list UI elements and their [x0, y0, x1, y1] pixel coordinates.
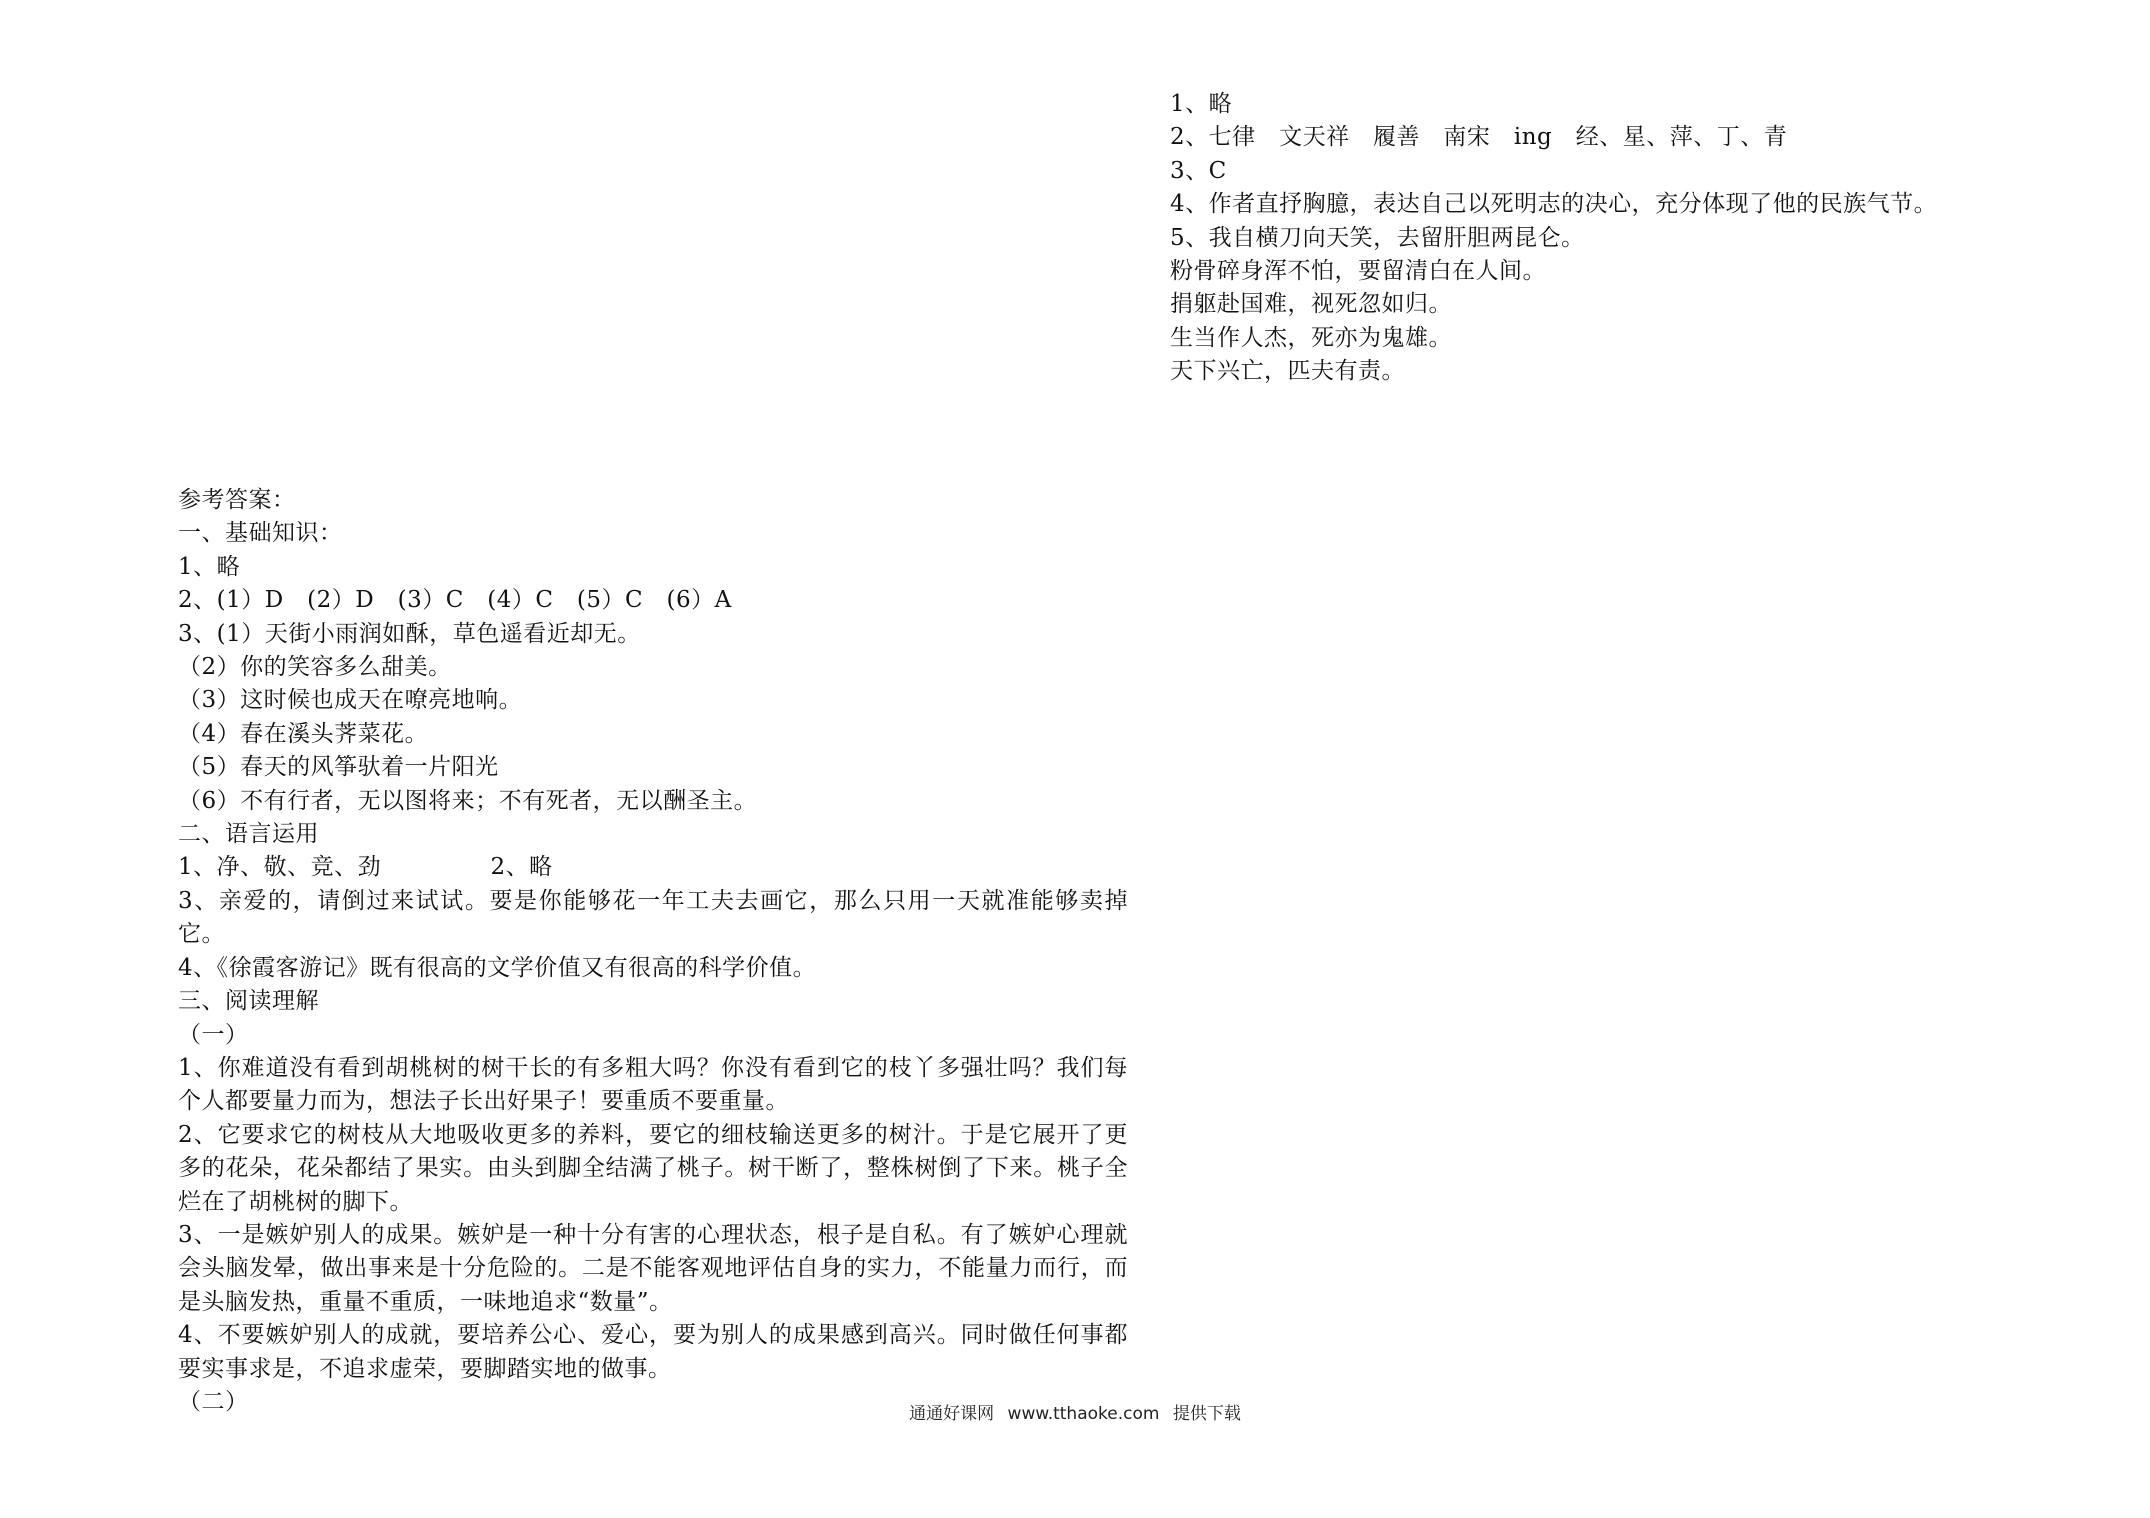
answer-line: 3、(1）天街小雨润如酥，草色遥看近却无。: [178, 620, 641, 647]
section-heading: 二、语言运用: [178, 821, 319, 848]
answer-line: 4、《徐霞客游记》既有很高的文学价值又有很高的科学价值。: [178, 954, 817, 981]
footer-site-name: 通通好课网: [909, 1404, 995, 1424]
answer-line: 5、我自横刀向天笑，去留肝胆两昆仑。: [1170, 224, 1585, 251]
answer-line: 粉骨碎身浑不怕，要留清白在人间。: [1170, 258, 1546, 285]
answer-line: 天下兴亡，匹夫有责。: [1170, 358, 1405, 385]
answer-column-right: [1170, 88, 2070, 389]
page-footer: [0, 1402, 2150, 1426]
answer-paragraph: 2、它要求它的树枝从大地吸收更多的养料，要它的细枝输送更多的树汁。于是它展开了更多的花朵，花朵都结了果实。由头到脚全结满了桃子。树干断了，整株树倒了下来。桃子全烂在了胡桃树的脚下。: [178, 1121, 1128, 1215]
footer-url: www.tthaoke.com: [1007, 1404, 1160, 1424]
footer-note: 提供下载: [1172, 1404, 1241, 1424]
answer-line: （3）这时候也成天在嘹亮地响。: [178, 687, 523, 714]
answer-line: 捐躯赴国难，视死忽如归。: [1170, 291, 1452, 318]
answer-column-left: [178, 484, 1128, 1419]
answer-line: 1、略: [1170, 91, 1233, 117]
answer-line: 1、略: [178, 553, 241, 580]
section-heading: 参考答案：: [178, 487, 296, 513]
answer-line: 3、C: [1170, 157, 1227, 184]
answer-line: 1、净、敬、竞、劲 2、略: [178, 854, 553, 881]
answer-paragraph: 1、你难道没有看到胡桃树的树干长的有多粗大吗？你没有看到它的枝丫多强壮吗？我们每个人都要量力而为，想法子长出好果子！要重质不要重量。: [178, 1054, 1128, 1115]
section-heading: 一、基础知识：: [178, 520, 343, 547]
answer-paragraph: 3、一是嫉妒别人的成果。嫉妒是一种十分有害的心理状态，根子是自私。有了嫉妒心理就会头脑发晕，做出事来是十分危险的。二是不能客观地评估自身的实力，不能量力而行，而是头脑发热，重量不重质，一味地追求“数量”。: [178, 1221, 1128, 1315]
answer-line: （6）不有行者，无以图将来；不有死者，无以酬圣主。: [178, 787, 758, 814]
answer-line: 生当作人杰，死亦为鬼雄。: [1170, 324, 1452, 351]
answer-line: （2）你的笑容多么甜美。: [178, 654, 452, 681]
subsection-heading: （二）: [178, 1388, 249, 1415]
answer-line: （4）春在溪头荠菜花。: [178, 720, 429, 747]
answer-line: 2、七律 文天祥 履善 南宋 ing 经、星、萍、丁、青: [1170, 124, 1788, 151]
section-heading: 三、阅读理解: [178, 988, 319, 1015]
answer-paragraph: 3、亲爱的，请倒过来试试。要是你能够花一年工夫去画它，那么只用一天就准能够卖掉它。: [178, 887, 1128, 948]
subsection-heading: （一）: [178, 1021, 249, 1048]
answer-line: 2、(1）D (2）D (3）C (4）C (5）C (6）A: [178, 587, 732, 614]
answer-line: 4、作者直抒胸臆，表达自己以死明志的决心，充分体现了他的民族气节。: [1170, 191, 1938, 218]
answer-paragraph: 4、不要嫉妒别人的成就，要培养公心、爱心，要为别人的成果感到高兴。同时做任何事都要实事求是，不追求虚荣，要脚踏实地的做事。: [178, 1322, 1128, 1382]
answer-line: （5）春天的风筝驮着一片阳光: [178, 754, 499, 781]
